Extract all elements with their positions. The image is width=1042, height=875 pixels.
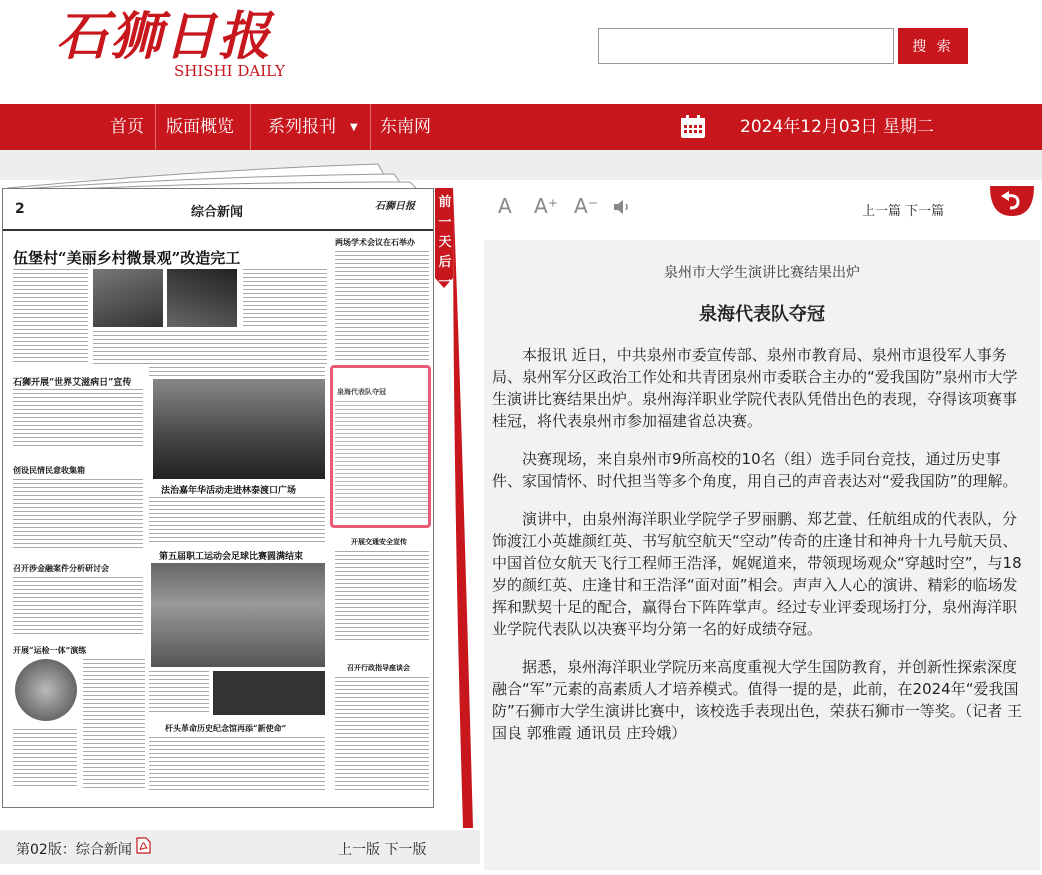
- newspaper-photo: [93, 269, 163, 327]
- newspaper-text-block: [13, 479, 143, 551]
- newspaper-headline[interactable]: 开展“运检一体”演练: [13, 645, 87, 655]
- newspaper-text-block: [13, 269, 88, 363]
- ribbon-char: 天: [438, 235, 452, 250]
- nav-divider: [155, 104, 156, 150]
- caret-down-icon: ▼: [350, 122, 358, 133]
- nav-divider: [370, 104, 371, 150]
- speaker-icon[interactable]: [612, 198, 634, 216]
- search-button[interactable]: 搜 索: [898, 28, 968, 64]
- ribbon-char: 前: [438, 195, 452, 210]
- newspaper-text-block: [149, 737, 325, 793]
- page-footer: [0, 830, 480, 864]
- newspaper-ad: [213, 671, 325, 715]
- article-paragraph: 据悉，泉州海洋职业学院历来高度重视大学生国防教育，并创新性探索深度融合“军”元素的高素质人才培养模式。值得一提的是，此前，在2024年“爱我国防”石狮市大学生演讲比赛中，该校选手表现出色，荣获石狮市一等奖。（记者 王国良 郭雅霞 通讯员 庄玲娥）: [492, 658, 1023, 742]
- newspaper-headline[interactable]: 开展交通安全宣传: [351, 537, 407, 546]
- newspaper-page-number: 2: [15, 201, 25, 217]
- pdf-icon[interactable]: [136, 837, 151, 854]
- back-button[interactable]: [988, 184, 1036, 218]
- newspaper-page[interactable]: [2, 188, 434, 808]
- next-day-link[interactable]: [437, 253, 453, 313]
- article-paragraph: 本报讯 近日，中共泉州市委宣传部、泉州市教育局、泉州市退役军人事务局、泉州军分区政治工作处和共青团泉州市委联合主办的“爱我国防”泉州市大学生演讲比赛结果出炉。泉州海洋职业学院代表队凭借出色的表现，夺得该项赛事桂冠，将代表泉州市参加福建省总决赛。: [492, 346, 1018, 430]
- newspaper-text-block: [149, 367, 325, 377]
- logo-english: SHISHI DAILY: [174, 62, 286, 80]
- newspaper-headline[interactable]: 第五届职工运动会足球比赛圆满结束: [159, 552, 304, 562]
- newspaper-headline[interactable]: 泉海代表队夺冠: [337, 387, 386, 396]
- newspaper-headline[interactable]: 召开涉金融案件分析研讨会: [13, 563, 109, 573]
- ribbon-char: 一: [438, 215, 452, 230]
- search-input[interactable]: [598, 28, 894, 64]
- article-subtitle: 泉州市大学生演讲比赛结果出炉: [664, 265, 860, 281]
- article-navigation: [862, 200, 944, 219]
- newspaper-headline[interactable]: 石狮开展“世界艾滋病日”宣传: [13, 378, 132, 388]
- ribbon-char: 后: [438, 255, 452, 270]
- newspaper-headline[interactable]: 两场学术会议在石举办: [335, 237, 415, 247]
- nav-series-label: 系列报刊: [268, 117, 336, 137]
- article-body: [492, 344, 1028, 760]
- article-paragraph: 演讲中，由泉州海洋职业学院学子罗丽鹏、郑艺萱、任航组成的代表队，分饰渡江小英雄颜红英、书写航空航天“空动”传奇的庄逢甘和神舟十九号航天员、中国首位女航天飞行工程师王浩泽，娓娓道来，带领现场观众“穿越时空”，与18岁的颜红英、庄逢甘和王浩泽“面对面”相会。声声入人心的演讲、精彩的临场发挥和默契十足的配合，赢得台下阵阵掌声。经过专业评委现场打分，泉州海洋职业学院代表队以决赛平均分第一名的好成绩夺冠。: [492, 510, 1022, 638]
- newspaper-section-name: 综合新闻: [191, 205, 244, 220]
- main-nav: [0, 104, 1042, 150]
- newspaper-headline[interactable]: 召开行政指导座谈会: [347, 663, 410, 672]
- nav-layout-overview[interactable]: 版面概览: [166, 117, 234, 137]
- article-paragraph: 决赛现场，来自泉州市9所高校的10名（组）选手同台竞技，通过历史事件、家国情怀、时代担当等多个角度，用自己的声音表达对“爱我国防”的理解。: [492, 450, 1018, 490]
- nav-dongnan[interactable]: 东南网: [380, 117, 431, 137]
- page-label[interactable]: 第02版：综合新闻: [16, 842, 132, 858]
- nav-series-dropdown[interactable]: [268, 104, 358, 150]
- site-logo[interactable]: [56, 2, 306, 82]
- ribbon-char: 一: [438, 275, 452, 290]
- current-date: 2024年12月03日 星期二: [740, 117, 934, 137]
- nav-divider: [250, 104, 251, 150]
- newspaper-text-block: [93, 331, 327, 365]
- next-page-link[interactable]: 下一版: [384, 842, 427, 858]
- article-panel: [484, 240, 1040, 870]
- font-reset-button[interactable]: A: [498, 194, 512, 218]
- article-toolbar: [480, 188, 1042, 228]
- font-increase-button[interactable]: A⁺: [534, 194, 559, 218]
- newspaper-photo: [153, 379, 325, 479]
- prev-article-link[interactable]: 上一篇: [862, 204, 902, 219]
- newspaper-text-block: [335, 551, 429, 641]
- site-header: [0, 0, 1042, 104]
- ribbon-char: 天: [438, 295, 452, 310]
- font-decrease-button[interactable]: A⁻: [574, 194, 599, 218]
- newspaper-page-header: [3, 189, 434, 231]
- newspaper-photo: [15, 659, 77, 721]
- prev-page-link[interactable]: 上一版: [338, 842, 380, 858]
- nav-home[interactable]: 首页: [110, 117, 144, 137]
- newspaper-text-block: [13, 389, 143, 449]
- prev-day-link[interactable]: [437, 193, 453, 253]
- newspaper-text-block: [335, 677, 429, 793]
- newspaper-headline[interactable]: 法治嘉年华活动走进林泰渡口广场: [161, 486, 297, 496]
- newspaper-text-block: [149, 671, 209, 715]
- newspaper-headline[interactable]: 杆头革命历史纪念馆再添“新使命”: [165, 723, 287, 733]
- page-pagination: [338, 839, 426, 859]
- day-navigation: [437, 193, 453, 313]
- newspaper-photo: [151, 563, 325, 667]
- newspaper-text-block: [243, 269, 327, 327]
- calendar-icon[interactable]: [680, 115, 706, 139]
- article-title: 泉海代表队夺冠: [699, 304, 825, 325]
- newspaper-logo: 石狮日报: [375, 201, 415, 212]
- newspaper-text-block: [83, 659, 145, 789]
- newspaper-headline[interactable]: 创设民情民意收集箱: [13, 465, 85, 475]
- newspaper-text-block: [13, 729, 77, 789]
- newspaper-text-block: [149, 497, 325, 543]
- selected-article-highlight[interactable]: [330, 365, 431, 528]
- newspaper-headline[interactable]: 伍堡村“美丽乡村微景观”改造完工: [13, 249, 241, 267]
- newspaper-text-block: [335, 251, 429, 361]
- newspaper-text-block: [13, 577, 143, 637]
- newspaper-photo: [167, 269, 237, 327]
- next-article-link[interactable]: 下一篇: [905, 204, 945, 219]
- logo-text: 石狮日报: [56, 6, 273, 67]
